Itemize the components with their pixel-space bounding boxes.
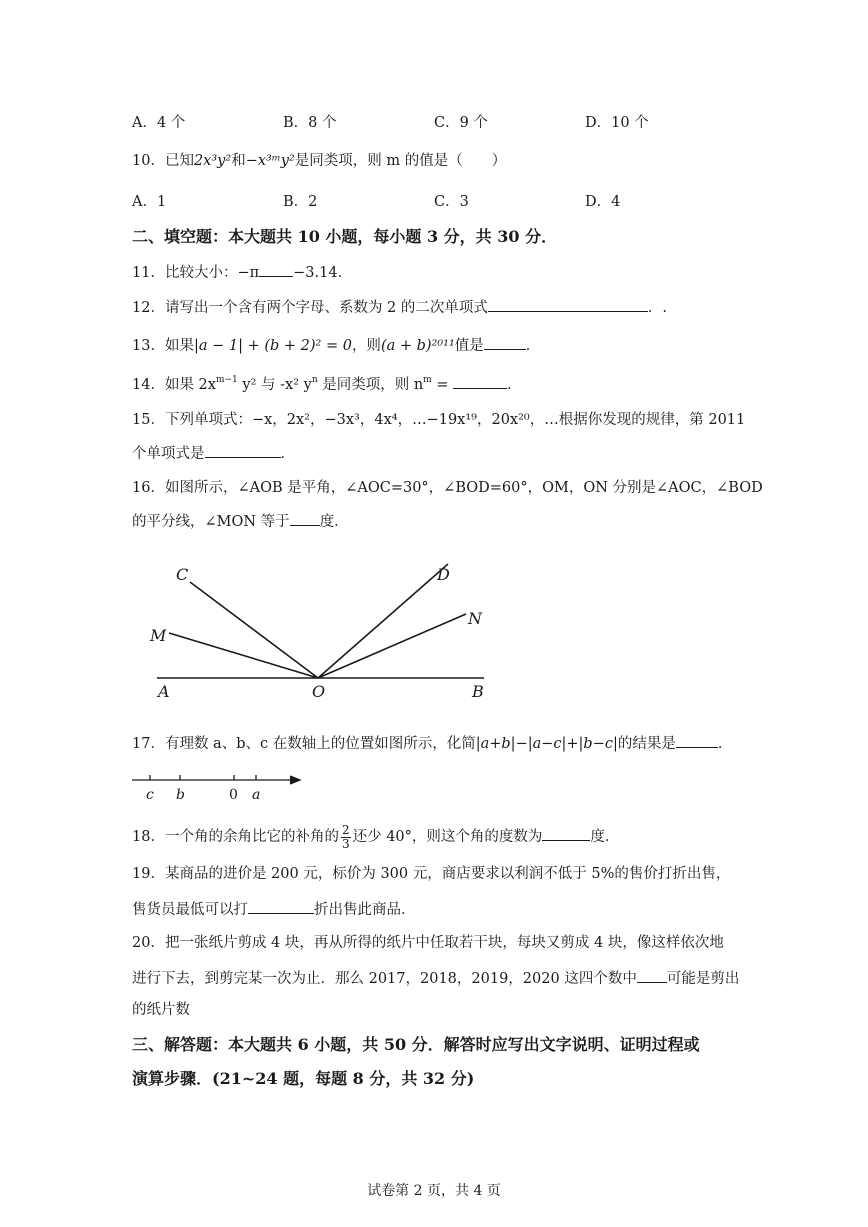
q17-expr: |a+b|−|a−c|+|b−c| xyxy=(475,736,618,752)
q10-option-a: A．1 xyxy=(132,194,167,210)
page-footer: 试卷第 2 页，共 4 页 xyxy=(367,1183,501,1199)
numberline-label-a: a xyxy=(252,787,261,803)
label-c: C xyxy=(176,565,189,584)
q10-expr2: −x³ᵐy² xyxy=(245,153,295,169)
ray-oc xyxy=(190,582,318,678)
number-line xyxy=(0,760,868,805)
q9-option-a: A．4 个 xyxy=(132,115,186,131)
question-15-line-1: 15．下列单项式：−x，2x²，−3x³，4x⁴，…−19x¹⁹，20x²⁰，…根据你发现的规律，第 2011 xyxy=(132,412,746,428)
section-3-title-line-2: 演算步骤．(21~24 题，每题 8 分，共 32 分) xyxy=(132,1069,475,1088)
question-12: 12．请写出一个含有两个字母、系数为 2 的二次单项式 ．. xyxy=(132,296,667,318)
answer-blank xyxy=(542,825,590,841)
question-11: 11．比较大小：−π −3.14． xyxy=(132,261,352,283)
question-20-line-3: 的纸片数 xyxy=(132,1002,190,1018)
q10-expr1: 2x³y² xyxy=(193,153,232,169)
question-20-line-1: 20．把一张纸片剪成 4 块，再从所得的纸片中任取若干块，每块又剪成 4 块，像这样依次地 xyxy=(132,935,724,951)
label-d: D xyxy=(437,565,450,584)
numberline-label-zero: 0 xyxy=(229,787,238,803)
question-20-line-2: 进行下去，到剪完某一次为止．那么 2017，2018，2019，2020 这四个数中 可能是剪出 xyxy=(132,967,739,989)
q13-equation: |a − 1| + (b + 2)² = 0 xyxy=(193,338,352,354)
question-17: 17．有理数 a、b、c 在数轴上的位置如图所示，化简|a+b|−|a−c|+|b−c|的结果是 ． xyxy=(132,732,732,754)
question-16-line-1: 16．如图所示，∠AOB 是平角，∠AOC=30°，∠BOD=60°，OM，ON 分别是∠AOC，∠BOD xyxy=(132,480,763,496)
label-o: O xyxy=(312,682,326,701)
label-n: N xyxy=(468,609,482,628)
question-16-line-2: 的平分线，∠MON 等于 度． xyxy=(132,510,349,532)
question-13: 13．如果|a − 1| + (b + 2)² = 0，则(a + b)²⁰¹¹值是 ． xyxy=(132,334,540,356)
label-a: A xyxy=(158,682,170,701)
label-m: M xyxy=(150,626,167,645)
ray-od xyxy=(318,564,448,678)
q10-option-c: C．3 xyxy=(434,194,469,210)
numberline-label-b: b xyxy=(176,787,185,803)
answer-blank xyxy=(248,898,314,914)
ray-om xyxy=(169,633,318,678)
question-15-line-2: 个单项式是 ． xyxy=(132,442,295,464)
q9-option-b: B．8 个 xyxy=(283,115,337,131)
question-19-line-1: 19．某商品的进价是 200 元，标价为 300 元，商店要求以利润不低于 5%的售价打折出售， xyxy=(132,866,731,882)
question-14: 14．如果 $2x^{m-1}$ y² 与 -x² $y^n$ 是同类项，则 $n^m$ = ． xyxy=(132,375,522,393)
question-19-line-2: 售货员最低可以打 折出售此商品． xyxy=(132,898,416,920)
ray-on xyxy=(318,614,466,678)
q13-expr: (a + b)²⁰¹¹ xyxy=(380,338,455,354)
question-10: 10．已知2x³y²和−x³ᵐy²是同类项，则 m 的值是（ ） xyxy=(132,153,507,169)
q10-option-b: B．2 xyxy=(283,194,318,210)
q9-option-d: D．10 个 xyxy=(585,115,649,131)
section-2-title: 二、填空题：本大题共 10 小题，每小题 3 分，共 30 分． xyxy=(132,227,558,246)
q10-option-d: D．4 xyxy=(585,194,621,210)
fraction-two-thirds: $\frac{2}{3}$ xyxy=(341,822,350,851)
label-b: B xyxy=(472,682,484,701)
answer-blank xyxy=(637,967,667,983)
numberline-label-c: c xyxy=(146,787,154,803)
q9-option-c: C．9 个 xyxy=(434,115,488,131)
question-18: 18．一个角的余角比它的补角的 $\frac{2}{3}$ 还少 40°，则这个角的度数为 度． xyxy=(132,822,620,851)
section-3-title-line-1: 三、解答题：本大题共 6 小题，共 50 分．解答时应写出文字说明、证明过程或 xyxy=(132,1035,700,1054)
answer-blank xyxy=(676,732,718,748)
